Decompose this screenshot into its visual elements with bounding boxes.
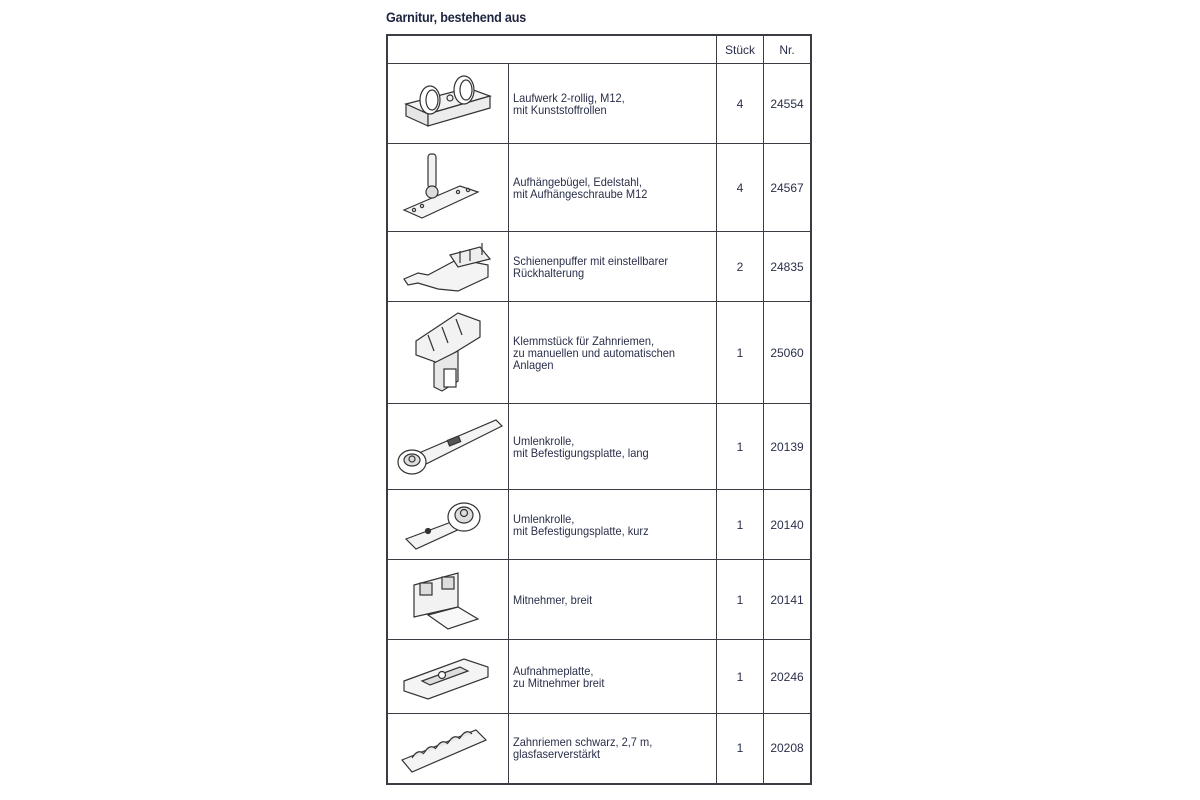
- part-description: Mitnehmer, breit: [509, 560, 717, 640]
- part-qty: 1: [717, 302, 764, 404]
- table-row: [387, 640, 811, 714]
- part-image-cell: [387, 404, 509, 490]
- table-row: [387, 64, 811, 144]
- part-number: 20140: [764, 490, 812, 560]
- part-number: 20246: [764, 640, 812, 714]
- part-description: Zahnriemen schwarz, 2,7 m, glasfaserverstärkt: [509, 714, 717, 784]
- part-image-cell: [387, 144, 509, 232]
- part-number: 24567: [764, 144, 812, 232]
- parts-table: [386, 34, 812, 785]
- part-qty: 4: [717, 144, 764, 232]
- part-image-cell: [387, 714, 509, 784]
- part-number: 20208: [764, 714, 812, 784]
- part-description: Aufhängebügel, Edelstahl, mit Aufhängeschraube M12: [509, 144, 717, 232]
- part-image-cell: [387, 490, 509, 560]
- part-image-cell: [387, 232, 509, 302]
- part-description: Umlenkrolle, mit Befestigungsplatte, lang: [509, 404, 717, 490]
- part-qty: 1: [717, 640, 764, 714]
- rail-buffer-icon: [398, 239, 498, 294]
- table-row: [387, 490, 811, 560]
- part-description: Umlenkrolle, mit Befestigungsplatte, kurz: [509, 490, 717, 560]
- pulley-long-plate-icon: [392, 412, 504, 482]
- table-row: [387, 302, 811, 404]
- section-title: Garnitur, bestehend aus: [386, 9, 527, 25]
- part-number: 24835: [764, 232, 812, 302]
- header-qty: Stück: [717, 35, 764, 64]
- header-description: [387, 35, 717, 64]
- table-row: [387, 560, 811, 640]
- part-image-cell: [387, 64, 509, 144]
- pulley-short-plate-icon: [398, 495, 498, 555]
- table-row: [387, 404, 811, 490]
- table-row: [387, 714, 811, 784]
- part-number: 24554: [764, 64, 812, 144]
- hanger-bracket-icon: [398, 150, 498, 225]
- toothed-belt-icon: [398, 720, 498, 776]
- driver-wide-icon: [398, 567, 498, 633]
- part-number: 20139: [764, 404, 812, 490]
- part-qty: 4: [717, 64, 764, 144]
- part-number: 25060: [764, 302, 812, 404]
- part-image-cell: [387, 640, 509, 714]
- part-description: Laufwerk 2-rollig, M12, mit Kunststoffrollen: [509, 64, 717, 144]
- part-image-cell: [387, 302, 509, 404]
- part-description: Aufnahmeplatte, zu Mitnehmer breit: [509, 640, 717, 714]
- part-image-cell: [387, 560, 509, 640]
- table-row: [387, 232, 811, 302]
- mounting-plate-icon: [398, 647, 498, 707]
- table-row: [387, 144, 811, 232]
- table-header-row: [387, 35, 811, 64]
- header-nr: Nr.: [764, 35, 812, 64]
- part-qty: 1: [717, 714, 764, 784]
- belt-clamp-icon: [398, 307, 498, 399]
- part-number: 20141: [764, 560, 812, 640]
- part-qty: 1: [717, 404, 764, 490]
- roller-carriage-icon: [398, 74, 498, 134]
- part-description: Schienenpuffer mit einstellbarer Rückhalterung: [509, 232, 717, 302]
- part-qty: 2: [717, 232, 764, 302]
- part-qty: 1: [717, 490, 764, 560]
- part-description: Klemmstück für Zahnriemen, zu manuellen und automatischen Anlagen: [509, 302, 717, 404]
- part-qty: 1: [717, 560, 764, 640]
